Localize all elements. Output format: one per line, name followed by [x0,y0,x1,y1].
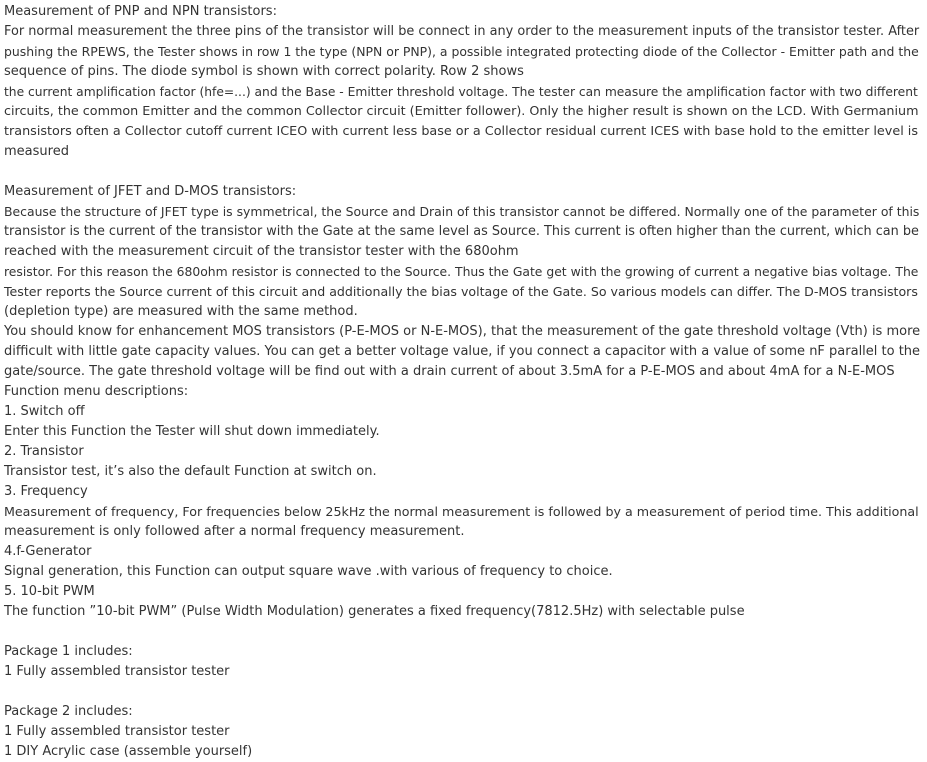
section-heading: Measurement of JFET and D-MOS transistors: [4,184,297,199]
function-item-description: Measurement of frequency, For frequencies below 25kHz the normal measurement is followed by a measurement of period time. This additional [4,504,919,519]
paragraph-line: resistor. For this reason the 680ohm resistor is connected to the Source. Thus the Gate get with the growing of current a negative bias voltage. The [4,265,919,279]
function-item-description: Signal generation, this Function can output square wave .with various of frequency to choice. [4,564,613,579]
function-item-title: 5. 10-bit PWM [4,584,95,599]
pnp-npn-section [4,2,924,162]
paragraph-line: transistors often a Collector cutoff current ICEO with current less base or a Collector residual current ICES with base hold to the emitter level is [4,124,918,139]
spacer [4,682,924,702]
jfet-dmos-section [4,182,924,622]
package-2-section [4,702,924,762]
function-item-title: 4.f-Generator [4,544,92,559]
package-item: 1 Fully assembled transistor tester [4,664,230,679]
paragraph-line: the current amplification factor (hfe=...) and the Base - Emitter threshold voltage. The tester can measure the amplification factor with two different [4,85,918,99]
spacer [4,162,924,182]
package-item: 1 DIY Acrylic case (assemble yourself) [4,744,253,759]
paragraph-line: transistor is the current of the transistor with the Gate at the same level as Source. This current is often higher than the current, which can be [4,224,919,239]
function-item-title: 3. Frequency [4,484,88,499]
paragraph-line: Tester reports the Source current of this circuit and additionally the bias voltage of the Gate. So various models can differ. The D-MOS transistors [4,284,918,299]
spacer [4,622,924,642]
function-item-description: Enter this Function the Tester will shut down immediately. [4,424,380,439]
document-body [4,2,924,762]
function-item-description: The function ”10-bit PWM” (Pulse Width Modulation) generates a fixed frequency(7812.5Hz) with selectable pulse [4,604,745,619]
paragraph-line: reached with the measurement circuit of the transistor tester with the 680ohm [4,244,519,259]
function-item-title: 1. Switch off [4,404,85,419]
paragraph-line: You should know for enhancement MOS transistors (P-E-MOS or N-E-MOS), that the measurement of the gate threshold voltage (Vth) is more [4,324,921,339]
paragraph-line: difficult with little gate capacity values. You can get a better voltage value, if you connect a capacitor with a value of some nF parallel to the [4,344,921,359]
paragraph-line: Because the structure of JFET type is symmetrical, the Source and Drain of this transistor cannot be differed. Normally one of the parameter of this [4,204,920,219]
function-item-description: measurement is only followed after a normal frequency measurement. [4,524,465,539]
section-heading: Measurement of PNP and NPN transistors: [4,4,277,19]
paragraph-line: (depletion type) are measured with the same method. [4,304,358,319]
function-menu-heading: Function menu descriptions: [4,384,189,399]
package-1-section [4,642,924,682]
paragraph-line: For normal measurement the three pins of the transistor will be connect in any order to the measurement inputs of the transistor tester. After [4,24,920,39]
package-heading: Package 2 includes: [4,704,133,719]
paragraph-line: circuits, the common Emitter and the common Collector circuit (Emitter follower). Only the higher result is shown on the LCD. With Germanium [4,104,919,119]
function-item-title: 2. Transistor [4,444,84,459]
package-heading: Package 1 includes: [4,644,133,659]
paragraph-line: sequence of pins. The diode symbol is shown with correct polarity. Row 2 shows [4,64,524,79]
package-item: 1 Fully assembled transistor tester [4,724,230,739]
function-item-description: Transistor test, it’s also the default Function at switch on. [4,464,377,479]
paragraph-line: pushing the RPEWS, the Tester shows in row 1 the type (NPN or PNP), a possible integrated protecting diode of the Collector - Emitter path and the [4,44,919,59]
paragraph-line: measured [4,144,69,159]
paragraph-line: gate/source. The gate threshold voltage will be find out with a drain current of about 3.5mA for a P-E-MOS and about 4mA for a N-E-MOS [4,364,895,379]
